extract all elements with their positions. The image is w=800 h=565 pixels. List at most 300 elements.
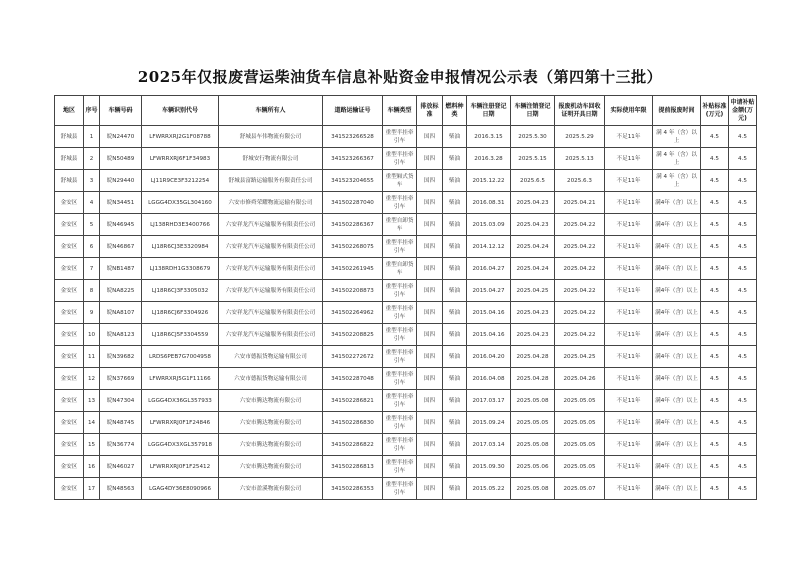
cell-index: 5: [84, 214, 100, 236]
cell-permit: 341502286353: [323, 478, 383, 500]
cell-subsidy-amount: 4.5: [729, 456, 757, 478]
cell-early-scrap: 满4年（含）以上: [653, 434, 701, 456]
cell-subsidy-standard: 4.5: [701, 478, 729, 500]
cell-vin: LJ138RDH1G3308679: [142, 258, 219, 280]
cell-subsidy-standard: 4.5: [701, 434, 729, 456]
column-header: 车辆注册登记日期: [467, 96, 511, 126]
cell-service-years: 不足11年: [605, 302, 653, 324]
cell-service-years: 不足11年: [605, 434, 653, 456]
cell-certificate-date: 2025.05.07: [555, 478, 605, 500]
cell-type: 重型半挂牵引车: [383, 478, 417, 500]
cell-subsidy-standard: 4.5: [701, 390, 729, 412]
cell-cancel-date: 2025.5.30: [511, 126, 555, 148]
cell-service-years: 不足11年: [605, 456, 653, 478]
cell-owner: 六安祥龙汽车运输服务有限责任公司: [219, 302, 323, 324]
cell-plate: 皖NA8123: [100, 324, 142, 346]
table-row: [55, 478, 757, 500]
cell-certificate-date: 2025.04.22: [555, 236, 605, 258]
cell-emission: 国四: [417, 170, 443, 192]
cell-cancel-date: 2025.05.08: [511, 478, 555, 500]
cell-index: 2: [84, 148, 100, 170]
cell-subsidy-standard: 4.5: [701, 148, 729, 170]
cell-type: 重型半挂牵引车: [383, 148, 417, 170]
cell-type: 重型半挂牵引车: [383, 368, 417, 390]
cell-subsidy-standard: 4.5: [701, 346, 729, 368]
cell-vin: LFWRRXRJ6F1F34983: [142, 148, 219, 170]
cell-region: 舒城县: [55, 126, 84, 148]
cell-type: 重型半挂牵引车: [383, 236, 417, 258]
cell-plate: 皖N29440: [100, 170, 142, 192]
cell-region: 金安区: [55, 478, 84, 500]
cell-vin: LGGG4DX36GL357933: [142, 390, 219, 412]
cell-permit: 341502287040: [323, 192, 383, 214]
cell-register-date: 2015.04.16: [467, 324, 511, 346]
cell-certificate-date: 2025.05.05: [555, 412, 605, 434]
cell-index: 16: [84, 456, 100, 478]
cell-index: 10: [84, 324, 100, 346]
cell-certificate-date: 2025.04.21: [555, 192, 605, 214]
cell-fuel: 柴油: [443, 456, 467, 478]
cell-certificate-date: 2025.05.05: [555, 390, 605, 412]
cell-subsidy-amount: 4.5: [729, 346, 757, 368]
cell-fuel: 柴油: [443, 192, 467, 214]
cell-vin: LJ138RHD3E3400766: [142, 214, 219, 236]
cell-emission: 国四: [417, 412, 443, 434]
cell-subsidy-standard: 4.5: [701, 126, 729, 148]
cell-vin: LJ11R9CE3F3212254: [142, 170, 219, 192]
cell-subsidy-amount: 4.5: [729, 236, 757, 258]
cell-cancel-date: 2025.05.08: [511, 390, 555, 412]
cell-early-scrap: 满4年（含）以上: [653, 368, 701, 390]
cell-register-date: 2016.3.15: [467, 126, 511, 148]
cell-permit: 341502286821: [323, 390, 383, 412]
cell-early-scrap: 满 4 年（含）以上: [653, 126, 701, 148]
column-header: 提前报废时间: [653, 96, 701, 126]
cell-subsidy-amount: 4.5: [729, 368, 757, 390]
cell-index: 13: [84, 390, 100, 412]
cell-certificate-date: 2025.5.13: [555, 148, 605, 170]
cell-service-years: 不足11年: [605, 478, 653, 500]
column-header: 补贴标准(万元): [701, 96, 729, 126]
cell-subsidy-amount: 4.5: [729, 434, 757, 456]
column-header: 道路运输证号: [323, 96, 383, 126]
cell-owner: 六安市腾达物流有限公司: [219, 434, 323, 456]
table-row: [55, 214, 757, 236]
table-row: [55, 346, 757, 368]
cell-subsidy-standard: 4.5: [701, 280, 729, 302]
cell-certificate-date: 2025.04.25: [555, 346, 605, 368]
cell-region: 金安区: [55, 214, 84, 236]
cell-plate: 皖N47304: [100, 390, 142, 412]
cell-plate: 皖N36774: [100, 434, 142, 456]
cell-owner: 舒城县富路运输服务有限责任公司: [219, 170, 323, 192]
cell-subsidy-amount: 4.5: [729, 390, 757, 412]
cell-register-date: 2015.05.22: [467, 478, 511, 500]
cell-region: 金安区: [55, 258, 84, 280]
column-header: 车辆识别代号: [142, 96, 219, 126]
table-row: [55, 126, 757, 148]
cell-subsidy-standard: 4.5: [701, 456, 729, 478]
cell-register-date: 2017.03.17: [467, 390, 511, 412]
table-row: [55, 456, 757, 478]
cell-plate: 皖N46945: [100, 214, 142, 236]
cell-cancel-date: 2025.05.08: [511, 434, 555, 456]
cell-cancel-date: 2025.04.24: [511, 236, 555, 258]
cell-plate: 皖NA8107: [100, 302, 142, 324]
column-header: 车辆所有人: [219, 96, 323, 126]
cell-subsidy-standard: 4.5: [701, 258, 729, 280]
cell-emission: 国四: [417, 126, 443, 148]
cell-service-years: 不足11年: [605, 280, 653, 302]
cell-register-date: 2014.12.12: [467, 236, 511, 258]
cell-type: 重型半挂牵引车: [383, 280, 417, 302]
cell-emission: 国四: [417, 192, 443, 214]
cell-subsidy-amount: 4.5: [729, 148, 757, 170]
cell-emission: 国四: [417, 346, 443, 368]
cell-vin: LGAG4DY36E8090966: [142, 478, 219, 500]
cell-emission: 国四: [417, 434, 443, 456]
table-row: [55, 434, 757, 456]
cell-register-date: 2015.09.30: [467, 456, 511, 478]
cell-register-date: 2016.3.28: [467, 148, 511, 170]
cell-owner: 六安市腾达物流有限公司: [219, 456, 323, 478]
cell-type: 重型半挂牵引车: [383, 390, 417, 412]
cell-plate: 皖N48563: [100, 478, 142, 500]
cell-owner: 六安市腾达物流有限公司: [219, 390, 323, 412]
cell-cancel-date: 2025.04.23: [511, 192, 555, 214]
cell-vin: LJ18R6CJ6F3304926: [142, 302, 219, 324]
table-row: [55, 368, 757, 390]
cell-emission: 国四: [417, 390, 443, 412]
cell-vin: LGGG4DX35GL304160: [142, 192, 219, 214]
cell-owner: 六安祥龙汽车运输服务有限责任公司: [219, 258, 323, 280]
cell-owner: 舒城县车伟物流有限公司: [219, 126, 323, 148]
cell-early-scrap: 满4年（含）以上: [653, 192, 701, 214]
cell-region: 金安区: [55, 302, 84, 324]
column-header: 车辆号码: [100, 96, 142, 126]
cell-subsidy-amount: 4.5: [729, 302, 757, 324]
cell-service-years: 不足11年: [605, 390, 653, 412]
cell-emission: 国四: [417, 280, 443, 302]
column-header: 地区: [55, 96, 84, 126]
cell-type: 重型半挂牵引车: [383, 302, 417, 324]
table-row: [55, 236, 757, 258]
cell-early-scrap: 满 4 年（含）以上: [653, 170, 701, 192]
column-header: 序号: [84, 96, 100, 126]
table-row: [55, 302, 757, 324]
cell-early-scrap: 满4年（含）以上: [653, 280, 701, 302]
cell-fuel: 柴油: [443, 126, 467, 148]
cell-cancel-date: 2025.04.25: [511, 280, 555, 302]
column-header: 报废机动车回收证明开具日期: [555, 96, 605, 126]
table-row: [55, 412, 757, 434]
cell-fuel: 柴油: [443, 368, 467, 390]
cell-index: 15: [84, 434, 100, 456]
cell-permit: 341502261945: [323, 258, 383, 280]
cell-index: 9: [84, 302, 100, 324]
cell-plate: 皖N37669: [100, 368, 142, 390]
cell-permit: 341502286367: [323, 214, 383, 236]
cell-early-scrap: 满4年（含）以上: [653, 390, 701, 412]
cell-fuel: 柴油: [443, 148, 467, 170]
cell-fuel: 柴油: [443, 214, 467, 236]
cell-permit: 341523204655: [323, 170, 383, 192]
cell-certificate-date: 2025.05.05: [555, 456, 605, 478]
cell-vin: LJ18R6CJ3F3305032: [142, 280, 219, 302]
cell-permit: 341502264962: [323, 302, 383, 324]
cell-fuel: 柴油: [443, 258, 467, 280]
cell-permit: 341502208873: [323, 280, 383, 302]
cell-service-years: 不足11年: [605, 236, 653, 258]
table-row: [55, 192, 757, 214]
cell-region: 金安区: [55, 434, 84, 456]
cell-subsidy-standard: 4.5: [701, 368, 729, 390]
cell-subsidy-standard: 4.5: [701, 192, 729, 214]
cell-permit: 341502286822: [323, 434, 383, 456]
cell-type: 重型半挂牵引车: [383, 434, 417, 456]
subsidy-table: [54, 95, 757, 500]
cell-permit: 341502286813: [323, 456, 383, 478]
cell-region: 金安区: [55, 456, 84, 478]
cell-emission: 国四: [417, 148, 443, 170]
cell-subsidy-standard: 4.5: [701, 170, 729, 192]
cell-subsidy-standard: 4.5: [701, 412, 729, 434]
cell-region: 金安区: [55, 346, 84, 368]
cell-fuel: 柴油: [443, 390, 467, 412]
cell-region: 金安区: [55, 324, 84, 346]
cell-register-date: 2016.04.08: [467, 368, 511, 390]
cell-subsidy-amount: 4.5: [729, 280, 757, 302]
cell-emission: 国四: [417, 302, 443, 324]
cell-permit: 341502268075: [323, 236, 383, 258]
column-header: 车辆类型: [383, 96, 417, 126]
cell-cancel-date: 2025.04.24: [511, 258, 555, 280]
cell-index: 4: [84, 192, 100, 214]
cell-certificate-date: 2025.5.29: [555, 126, 605, 148]
cell-early-scrap: 满4年（含）以上: [653, 236, 701, 258]
cell-register-date: 2015.12.22: [467, 170, 511, 192]
cell-fuel: 柴油: [443, 346, 467, 368]
cell-service-years: 不足11年: [605, 412, 653, 434]
cell-subsidy-amount: 4.5: [729, 324, 757, 346]
cell-cancel-date: 2025.04.23: [511, 324, 555, 346]
cell-owner: 舒城安行物流有限公司: [219, 148, 323, 170]
cell-certificate-date: 2025.04.22: [555, 214, 605, 236]
cell-permit: 341523266367: [323, 148, 383, 170]
cell-cancel-date: 2025.05.06: [511, 456, 555, 478]
cell-service-years: 不足11年: [605, 126, 653, 148]
cell-certificate-date: 2025.04.22: [555, 280, 605, 302]
table-row: [55, 148, 757, 170]
cell-plate: 皖N46867: [100, 236, 142, 258]
cell-vin: LRDS6PEB7G7004958: [142, 346, 219, 368]
cell-type: 重型半挂牵引车: [383, 412, 417, 434]
cell-subsidy-standard: 4.5: [701, 236, 729, 258]
cell-permit: 341502287048: [323, 368, 383, 390]
table-body: [55, 126, 757, 500]
cell-emission: 国四: [417, 456, 443, 478]
cell-emission: 国四: [417, 324, 443, 346]
cell-index: 7: [84, 258, 100, 280]
cell-plate: 皖N34451: [100, 192, 142, 214]
cell-region: 金安区: [55, 236, 84, 258]
cell-register-date: 2015.03.09: [467, 214, 511, 236]
cell-vin: LJ18R6CJ3E3320984: [142, 236, 219, 258]
cell-index: 17: [84, 478, 100, 500]
cell-index: 6: [84, 236, 100, 258]
cell-type: 重型厢式货车: [383, 170, 417, 192]
cell-vin: LFWRRXRJ0F1F25412: [142, 456, 219, 478]
cell-register-date: 2015.04.27: [467, 280, 511, 302]
cell-certificate-date: 2025.04.22: [555, 258, 605, 280]
cell-index: 14: [84, 412, 100, 434]
cell-early-scrap: 满 4 年（含）以上: [653, 148, 701, 170]
cell-type: 重型半挂牵引车: [383, 324, 417, 346]
column-header: 排放标准: [417, 96, 443, 126]
cell-service-years: 不足11年: [605, 192, 653, 214]
cell-type: 重型半挂牵引车: [383, 456, 417, 478]
cell-region: 金安区: [55, 390, 84, 412]
cell-register-date: 2016.08.31: [467, 192, 511, 214]
cell-fuel: 柴油: [443, 412, 467, 434]
cell-register-date: 2017.03.14: [467, 434, 511, 456]
cell-type: 重型半挂牵引车: [383, 346, 417, 368]
cell-index: 8: [84, 280, 100, 302]
cell-register-date: 2015.04.16: [467, 302, 511, 324]
cell-index: 1: [84, 126, 100, 148]
cell-vin: LFWRRXRJ5G1F11166: [142, 368, 219, 390]
cell-owner: 六安市盈溪物流有限公司: [219, 478, 323, 500]
cell-region: 金安区: [55, 368, 84, 390]
table-row: [55, 390, 757, 412]
cell-owner: 六安市德振货物运输有限公司: [219, 346, 323, 368]
cell-owner: 六安市德振货物运输有限公司: [219, 368, 323, 390]
cell-index: 3: [84, 170, 100, 192]
cell-owner: 六安祥龙汽车运输服务有限责任公司: [219, 324, 323, 346]
cell-fuel: 柴油: [443, 170, 467, 192]
cell-permit: 341502286830: [323, 412, 383, 434]
cell-region: 舒城县: [55, 170, 84, 192]
cell-plate: 皖N39682: [100, 346, 142, 368]
cell-subsidy-standard: 4.5: [701, 214, 729, 236]
cell-service-years: 不足11年: [605, 368, 653, 390]
cell-emission: 国四: [417, 478, 443, 500]
cell-vin: LFWRRXRJ0F1F24846: [142, 412, 219, 434]
cell-permit: 341502272672: [323, 346, 383, 368]
cell-permit: 341502208825: [323, 324, 383, 346]
cell-region: 金安区: [55, 192, 84, 214]
cell-certificate-date: 2025.6.3: [555, 170, 605, 192]
cell-plate: 皖NB1487: [100, 258, 142, 280]
table-row: [55, 324, 757, 346]
cell-region: 金安区: [55, 280, 84, 302]
cell-early-scrap: 满4年（含）以上: [653, 324, 701, 346]
cell-owner: 六安祥龙汽车运输服务有限责任公司: [219, 214, 323, 236]
cell-fuel: 柴油: [443, 302, 467, 324]
cell-fuel: 柴油: [443, 478, 467, 500]
cell-cancel-date: 2025.04.28: [511, 346, 555, 368]
cell-emission: 国四: [417, 236, 443, 258]
column-header: 燃料种类: [443, 96, 467, 126]
document-title: 2025年仅报废营运柴油货车信息补贴资金申报情况公示表（第四第十三批）: [137, 68, 663, 86]
cell-fuel: 柴油: [443, 280, 467, 302]
cell-cancel-date: 2025.04.23: [511, 302, 555, 324]
table-row: [55, 280, 757, 302]
cell-early-scrap: 满4年（含）以上: [653, 258, 701, 280]
cell-early-scrap: 满4年（含）以上: [653, 214, 701, 236]
cell-type: 重型半挂牵引车: [383, 192, 417, 214]
cell-subsidy-standard: 4.5: [701, 302, 729, 324]
cell-cancel-date: 2025.6.5: [511, 170, 555, 192]
table-row: [55, 258, 757, 280]
cell-early-scrap: 满4年（含）以上: [653, 346, 701, 368]
cell-vin: LGGG4DX3XGL357918: [142, 434, 219, 456]
column-header: 车辆注销登记日期: [511, 96, 555, 126]
cell-plate: 皖N24470: [100, 126, 142, 148]
cell-service-years: 不足11年: [605, 214, 653, 236]
cell-cancel-date: 2025.05.05: [511, 412, 555, 434]
cell-type: 重型半挂牵引车: [383, 126, 417, 148]
cell-service-years: 不足11年: [605, 148, 653, 170]
cell-early-scrap: 满4年（含）以上: [653, 302, 701, 324]
cell-permit: 341523266528: [323, 126, 383, 148]
cell-emission: 国四: [417, 258, 443, 280]
cell-early-scrap: 满4年（含）以上: [653, 456, 701, 478]
cell-early-scrap: 满4年（含）以上: [653, 478, 701, 500]
cell-vin: LFWRRXRJ2G1F08788: [142, 126, 219, 148]
cell-subsidy-standard: 4.5: [701, 324, 729, 346]
cell-type: 重型自卸货车: [383, 214, 417, 236]
cell-fuel: 柴油: [443, 324, 467, 346]
cell-register-date: 2015.09.24: [467, 412, 511, 434]
cell-emission: 国四: [417, 368, 443, 390]
cell-fuel: 柴油: [443, 434, 467, 456]
column-header: 申请补贴金额(万元): [729, 96, 757, 126]
cell-plate: 皖N46027: [100, 456, 142, 478]
cell-service-years: 不足11年: [605, 258, 653, 280]
cell-service-years: 不足11年: [605, 346, 653, 368]
cell-service-years: 不足11年: [605, 324, 653, 346]
table-row: [55, 170, 757, 192]
cell-region: 舒城县: [55, 148, 84, 170]
cell-subsidy-amount: 4.5: [729, 192, 757, 214]
cell-vin: LJ18R6CJ5F3304559: [142, 324, 219, 346]
cell-plate: 皖N48745: [100, 412, 142, 434]
cell-owner: 六安市腾达物流有限公司: [219, 412, 323, 434]
table-header-row: [55, 96, 757, 126]
cell-early-scrap: 满4年（含）以上: [653, 412, 701, 434]
cell-owner: 六安市修舜荣耀物流运输有限公司: [219, 192, 323, 214]
cell-cancel-date: 2025.04.28: [511, 368, 555, 390]
cell-region: 金安区: [55, 412, 84, 434]
cell-type: 重型自卸货车: [383, 258, 417, 280]
cell-subsidy-amount: 4.5: [729, 214, 757, 236]
cell-cancel-date: 2025.5.15: [511, 148, 555, 170]
cell-subsidy-amount: 4.5: [729, 258, 757, 280]
cell-owner: 六安祥龙汽车运输服务有限责任公司: [219, 280, 323, 302]
cell-emission: 国四: [417, 214, 443, 236]
cell-service-years: 不足11年: [605, 170, 653, 192]
cell-index: 11: [84, 346, 100, 368]
cell-register-date: 2016.04.20: [467, 346, 511, 368]
cell-plate: 皖NA8225: [100, 280, 142, 302]
cell-subsidy-amount: 4.5: [729, 478, 757, 500]
cell-owner: 六安祥龙汽车运输服务有限责任公司: [219, 236, 323, 258]
cell-register-date: 2016.04.27: [467, 258, 511, 280]
cell-certificate-date: 2025.04.22: [555, 302, 605, 324]
cell-subsidy-amount: 4.5: [729, 170, 757, 192]
cell-subsidy-amount: 4.5: [729, 126, 757, 148]
